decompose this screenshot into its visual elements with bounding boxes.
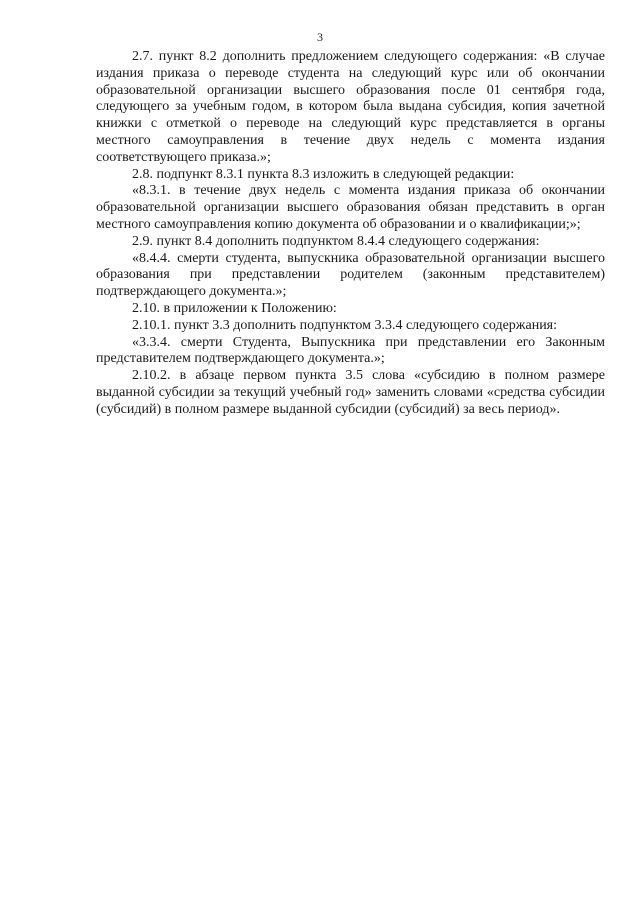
paragraph-2-7: 2.7. пункт 8.2 дополнить предложением следующего содержания: «В случае издания приказа о переводе студента на следующий курс или об окончании образовательной организации высшего образования после 01 сентября года, следующего за учебным годом, в котором была выдана субсидия, копия зачетной книжки с отметкой о переводе на следующий курс представляется в органы местного самоуправления в течение двух недель с момента издания соответствующего приказа.»;	[96, 49, 605, 165]
paragraph-2-9: 2.9. пункт 8.4 дополнить подпунктом 8.4.4 следующего содержания:	[132, 233, 540, 249]
paragraph-8-4-4: «8.4.4. смерти студента, выпускника образовательной организации высшего образования при представлении родителем (законным представителем) подтверждающего документа.»;	[96, 250, 605, 300]
paragraph-2-10-2: 2.10.2. в абзаце первом пункта 3.5 слова «субсидию в полном размере выданной субсидии за текущий учебный год» заменить словами «средства субсидии (субсидий) в полном размере выданной субсидии (субсидий) за весь период».	[96, 368, 605, 417]
page-number: 3	[317, 30, 323, 44]
paragraph-8-3-1: «8.3.1. в течение двух недель с момента издания приказа об окончании образовательной организации высшего образования обязан представить в орган местного самоуправления копию документа об образовании и о квалификации;»;	[96, 183, 605, 232]
paragraph-3-3-4: «3.3.4. смерти Студента, Выпускника при представлении его Законным представителем подтверждающего документа.»;	[96, 334, 605, 367]
paragraph-2-10-1: 2.10.1. пункт 3.3 дополнить подпунктом 3.3.4 следующего содержания:	[132, 317, 558, 333]
paragraph-2-10: 2.10. в приложении к Положению:	[132, 300, 337, 316]
document-body	[96, 49, 605, 419]
paragraph-2-8: 2.8. подпункт 8.3.1 пункта 8.3 изложить в следующей редакции:	[132, 166, 515, 182]
